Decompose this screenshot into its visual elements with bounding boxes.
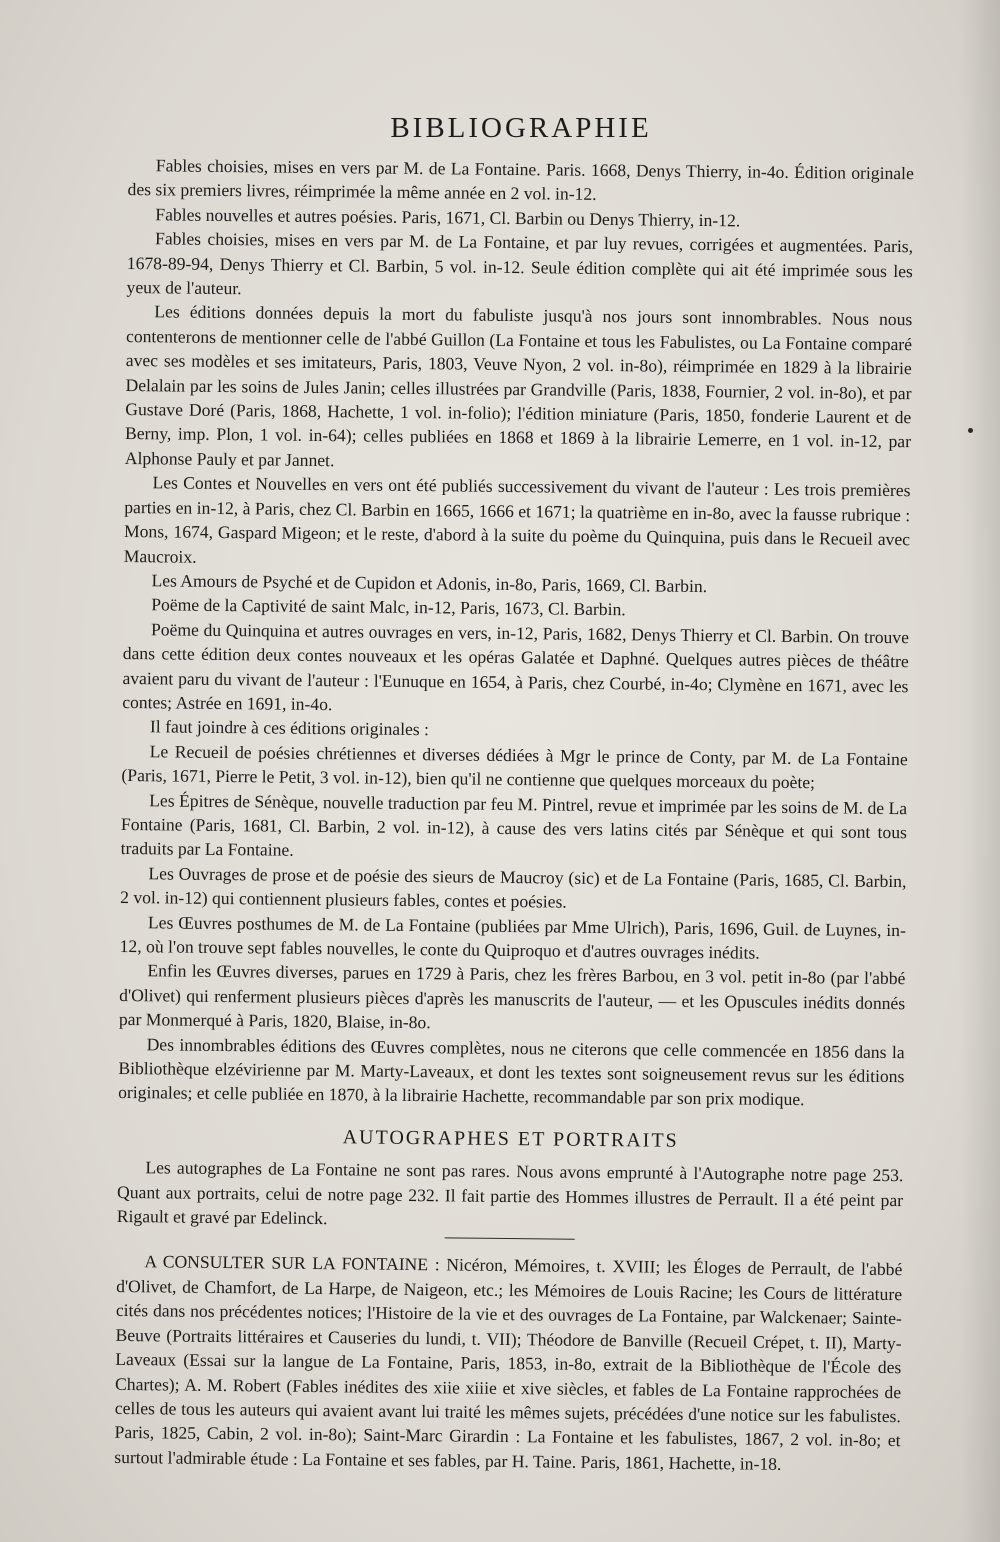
paragraph: Poëme du Quinquina et autres ouvrages en vers, in-12, Paris, 1682, Denys Thierry et Cl. Barbin. On trouve dans cette édition deux contes nouveaux et les opéras Galatée et Daphné. Quelques autres pièces de théâtre avaient paru du vivant de l'auteur : l'Eunuque en 1654, à Paris, chez Courbé, in-4o; Clymène en 1671, avec les contes; Astrée en 1691, in-4o.	[122, 618, 910, 715]
paragraph: Les Épitres de Sénèque, nouvelle traduction par feu M. Pintrel, revue et imprimée par les soins de M. de La Fontaine (Paris, 1681, Cl. Barbin, 2 vol. in-12), à cause des vers latins cités par Sénèque et qui sont tous traduits par La Fontaine.	[120, 789, 908, 861]
paragraph: Fables choisies, mises en vers par M. de La Fontaine. Paris. 1668, Denys Thierry, in-4o. Édition originale des six premiers livres, réimprimée la même année en 2 vol. in-12.	[127, 155, 914, 205]
page-title: BIBLIOGRAPHIE	[390, 112, 652, 144]
paragraph: Fables nouvelles et autres poésies. Paris, 1671, Cl. Barbin ou Denys Thierry, in-12.	[155, 204, 741, 231]
divider	[445, 1238, 575, 1240]
paragraph: Les éditions données depuis la mort du fabuliste jusqu'à nos jours sont innombrables. Nous nous contenterons de mentionner celle de l'abbé Guillon (La Fontaine et tous les Fabulistes, ou La Fontaine comparé avec ses modèles et ses imitateurs, Paris, 1803, Veuve Nyon, 2 vol. in-8o), réimprimée en 1829 à la librairie Delalain par les soins de Jules Janin; celles illustrées par Grandville (Paris, 1838, Fournier, 2 vol. in-8o), et par Gustave Doré (Paris, 1868, Hachette, 1 vol. in-folio); l'édition miniature (Paris, 1850, fonderie Laurent et de Berny, imp. Plon, 1 vol. in-64); celles publiées en 1868 et 1869 à la librairie Lemerre, en 1 vol. in-12, par Alphonse Pauly et par Jannet.	[124, 301, 913, 471]
paragraph: Poëme de la Captivité de saint Malc, in-12, Paris, 1673, Cl. Barbin.	[151, 594, 626, 620]
paragraph: Les autographes de La Fontaine ne sont pas rares. Nous avons emprunté à l'Autographe notre page 253. Quant aux portraits, celui de notre page 232. Il fait partie des Hommes illustres de Perrault. Il a été peint par Rigault et gravé par Edelinck.	[116, 1157, 904, 1229]
section-title: AUTOGRAPHES ET PORTRAITS	[342, 1126, 679, 1152]
paragraph: Le Recueil de poésies chrétiennes et diverses dédiées à Mgr le prince de Conty, par M. de La Fontaine (Paris, 1671, Pierre le Petit, 3 vol. in-12), bien qu'il ne contienne que quelques morceaux du poète;	[121, 741, 908, 793]
paragraph: Les Œuvres posthumes de M. de La Fontaine (publiées par Mme Ulrich), Paris, 1696, Guil. de Luynes, in-12, où l'on trouve sept fables nouvelles, le conte du Quiproquo et d'autres ouvrages inédits.	[119, 911, 907, 963]
paragraph: Les Ouvrages de prose et de poésie des sieurs de Maucroy (sic) et de La Fontaine (Paris, 1685, Cl. Barbin, 2 vol. in-12) qui contiennent plusieurs fables, contes et poésies.	[120, 863, 907, 912]
page-edge-shadow	[960, 0, 1000, 1542]
paragraph: Les Amours de Psyché et de Cupidon et Adonis, in-8o, Paris, 1669, Cl. Barbin.	[151, 570, 708, 596]
paragraph: Des innombrables éditions des Œuvres complètes, nous ne citerons que celle commencée en 1856 dans la Bibliothèque elzévirienne par M. Marty-Laveaux, et dont les textes sont soigneusement revus sur les éditions originales; et celle publiée en 1870, à la librairie Hachette, recommandable par son prix modique.	[118, 1033, 905, 1110]
paragraph: A CONSULTER SUR LA FONTAINE : Nicéron, Mémoires, t. XVIII; les Éloges de Perrault, de l'abbé d'Olivet, de Chamfort, de La Harpe, de Naigeon, etc.; les Mémoires de Louis Racine; les Cours de littérature cités dans nos précédentes notices; l'Histoire de la vie et des ouvrages de La Fontaine, par Walckenaer; Sainte-Beuve (Portraits littéraires et Causeries du lundi, t. VII); Théodore de Banville (Recueil Crépet, t. II), Marty-Laveaux (Essai sur la langue de La Fontaine, Paris, 1853, in-8o, extrait de la Bibliothèque de l'École des Chartes); A. M. Robert (Fables inédites des xiie xiiie et xive siècles, et fables de La Fontaine rapprochées de celles de tous les auteurs qui avaient avant lui traité les mêmes sujets, précédées d'une notice sur les fabulistes. Paris, 1825, Cabin, 2 vol. in-8o); Saint-Marc Girardin : La Fontaine et les fabulistes, 1867, 2 vol. in-8o; et surtout l'admirable étude : La Fontaine et ses fables, par H. Taine. Paris, 1861, Hachette, in-18.	[114, 1251, 903, 1474]
paragraph: Enfin les Œuvres diverses, parues en 1729 à Paris, chez les frères Barbou, en 3 vol. petit in-8o (par l'abbé d'Olivet) qui renferment plusieurs pièces d'après les manuscrits de l'auteur, — et les Opuscules inédits donnés par Monmerqué à Paris, 1820, Blaise, in-8o.	[118, 960, 906, 1033]
paragraph: Les Contes et Nouvelles en vers ont été publiés successivement du vivant de l'auteur : Les trois premières parties en in-12, à Paris, chez Cl. Barbin en 1665, 1666 et 1671; la quatrième en in-8o, avec la fausse rubrique : Mons, 1674, Gaspard Migeon; et le reste, d'abord à la suite du poème du Quinquina, puis dans le Recueil avec Maucroix.	[123, 472, 911, 567]
paragraph: Fables choisies, mises en vers par M. de La Fontaine, et par luy revues, corrigées et augmentées. Paris, 1678-89-94, Denys Thierry et Cl. Barbin, 5 vol. in-12. Seule édition complète qui ait été imprimée sous les yeux de l'auteur.	[126, 228, 914, 299]
bibliography-text	[114, 153, 914, 1477]
ink-speck	[968, 428, 973, 433]
paragraph: Il faut joindre à ces éditions originales :	[149, 716, 430, 740]
